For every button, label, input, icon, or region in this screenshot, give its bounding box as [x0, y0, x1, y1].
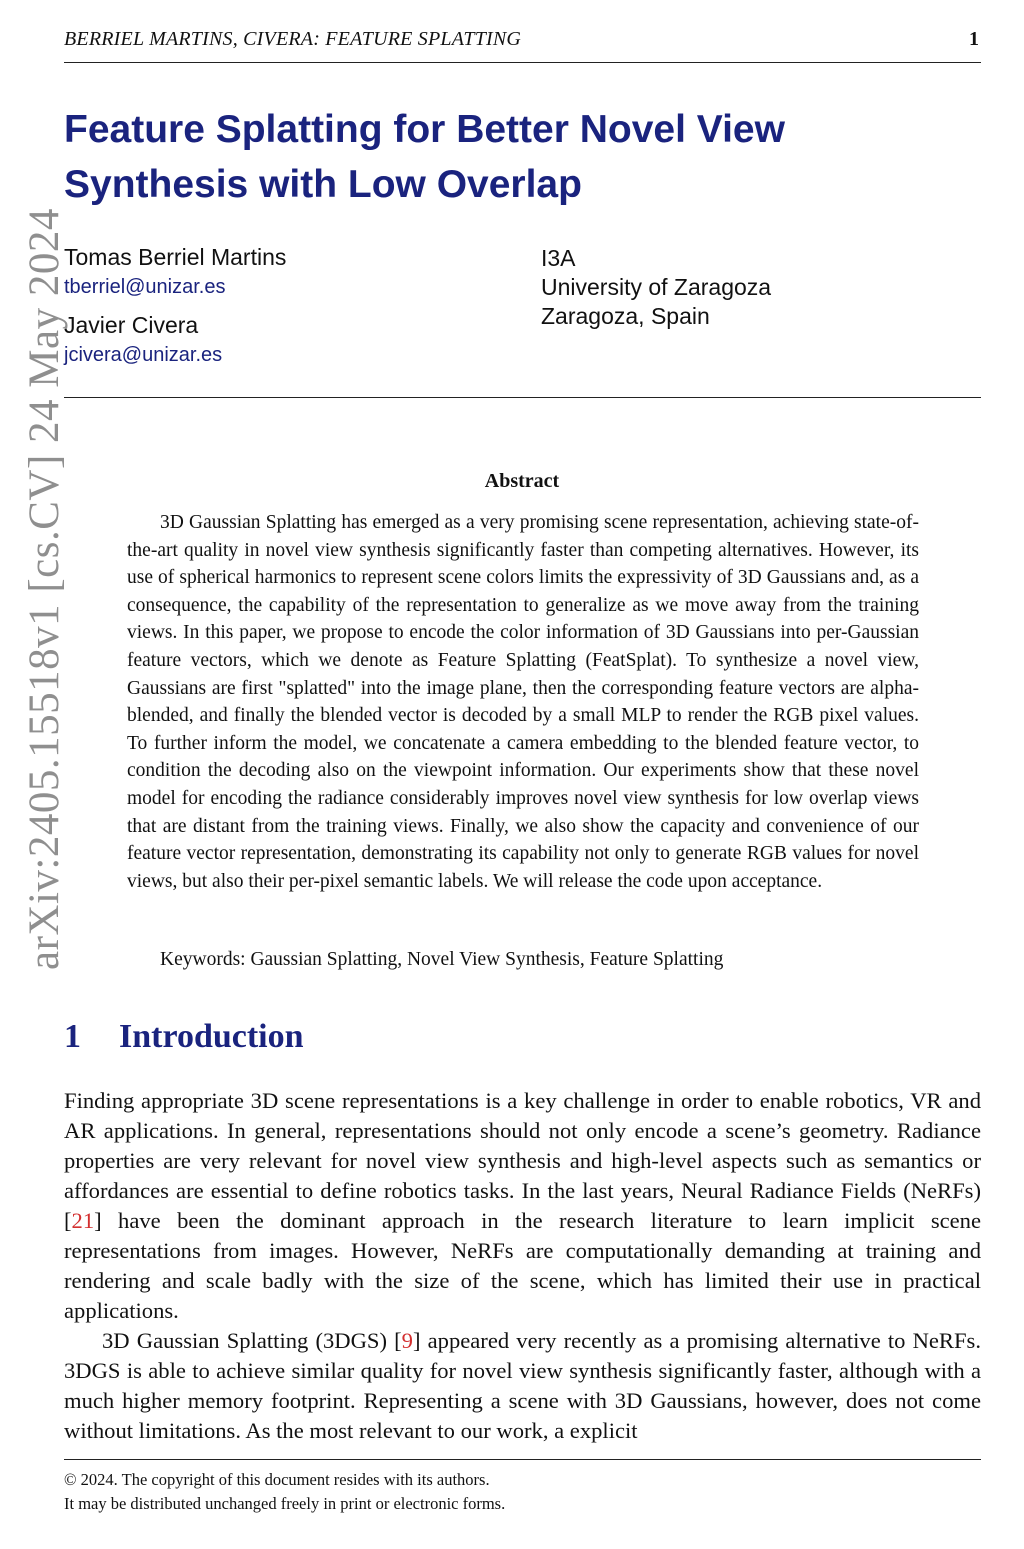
intro-p2-text-cont: ] appeared very recently as a promising alternative to NeRFs. 3DGS is able to achieve similar quality for novel view synthesis significantly faster, although with a much higher memory footprint. Representing a scene with 3D Gaussians, however, does not come without limitations. As the most relevant to our work, a explicit: [64, 1328, 981, 1443]
citation-link[interactable]: 21: [71, 1208, 95, 1233]
intro-p1-text-cont: ] have been the dominant approach in the research literature to learn implicit scene representations from images. However, NeRFs are computationally demanding at training and rendering and scale badly with the size of the scene, which has limited their use in practical applications.: [64, 1208, 981, 1323]
paper-title: [64, 102, 964, 212]
author-email-1[interactable]: tberriel@unizar.es: [64, 276, 226, 298]
header-divider: [64, 397, 981, 398]
abstract-heading: Abstract: [484, 470, 560, 492]
distribution-line: It may be distributed unchanged freely in print or electronic forms.: [64, 1494, 506, 1513]
intro-paragraph-2: [64, 1326, 981, 1446]
footer-divider: [64, 1459, 981, 1460]
intro-p2-text: 3D Gaussian Splatting (3DGS) [: [102, 1328, 402, 1353]
intro-p1-text: Finding appropriate 3D scene representations is a key challenge in order to enable robotics, VR and AR applications. In general, representations should not only encode a scene’s geometry. Radiance properties are very relevant for novel view synthesis and high-level aspects such as semantics or affordances are essential to define robotics tasks. In the last years, Neural Radiance Fields (NeRFs) [: [64, 1088, 981, 1233]
intro-paragraph-1: [64, 1086, 981, 1326]
affiliation: [541, 244, 771, 331]
introduction-body: [64, 1086, 981, 1446]
keywords: Keywords: Gaussian Splatting, Novel View Synthesis, Feature Splatting: [160, 949, 724, 970]
section-title: Introduction: [119, 1018, 304, 1055]
title-line-2: Synthesis with Low Overlap: [64, 163, 582, 206]
section-number: 1: [64, 1018, 81, 1055]
section-heading-introduction: [64, 1018, 304, 1056]
copyright-line: © 2024. The copyright of this document resides with its authors.: [64, 1470, 490, 1489]
copyright-footer: [64, 1468, 505, 1516]
affiliation-university: University of Zaragoza: [541, 274, 772, 300]
author-name-2: Javier Civera: [64, 312, 199, 338]
author-name-1: Tomas Berriel Martins: [64, 244, 287, 270]
arxiv-stamp: arXiv:2405.15518v1 [cs.CV] 24 May 2024: [21, 208, 68, 970]
title-line-1: Feature Splatting for Better Novel View: [64, 108, 785, 151]
page-number: 1: [969, 28, 979, 50]
affiliation-location: Zaragoza, Spain: [541, 303, 710, 329]
citation-link[interactable]: 9: [401, 1328, 413, 1353]
running-head-title: BERRIEL MARTINS, CIVERA: FEATURE SPLATTING: [64, 28, 522, 50]
running-head: [64, 26, 981, 63]
abstract-text: 3D Gaussian Splatting has emerged as a very promising scene representation, achieving state-of-the-art quality in novel view synthesis significantly faster than competing alternatives. However, its use of spherical harmonics to represent scene colors limits the expressivity of 3D Gaussians and, as a consequence, the capability of the representation to generalize as we move away from the training views. In this paper, we propose to encode the color information of 3D Gaussians into per-Gaussian feature vectors, which we denote as Feature Splatting (FeatSplat). To synthesize a novel view, Gaussians are first "splatted" into the image plane, then the corresponding feature vectors are alpha-blended, and finally the blended vector is decoded by a small MLP to render the RGB pixel values. To further inform the model, we concatenate a camera embedding to the blended feature vector, to condition the decoding also on the viewpoint information. Our experiments show that these novel model for encoding the radiance considerably improves novel view synthesis for low overlap views that are distant from the training views. Finally, we also show the capacity and convenience of our feature vector representation, demonstrating its capability not only to generate RGB values for novel views, but also their per-pixel semantic labels. We will release the code upon acceptance.: [127, 512, 919, 892]
author-email-2[interactable]: jcivera@unizar.es: [64, 344, 223, 366]
affiliation-institute: I3A: [541, 245, 576, 271]
